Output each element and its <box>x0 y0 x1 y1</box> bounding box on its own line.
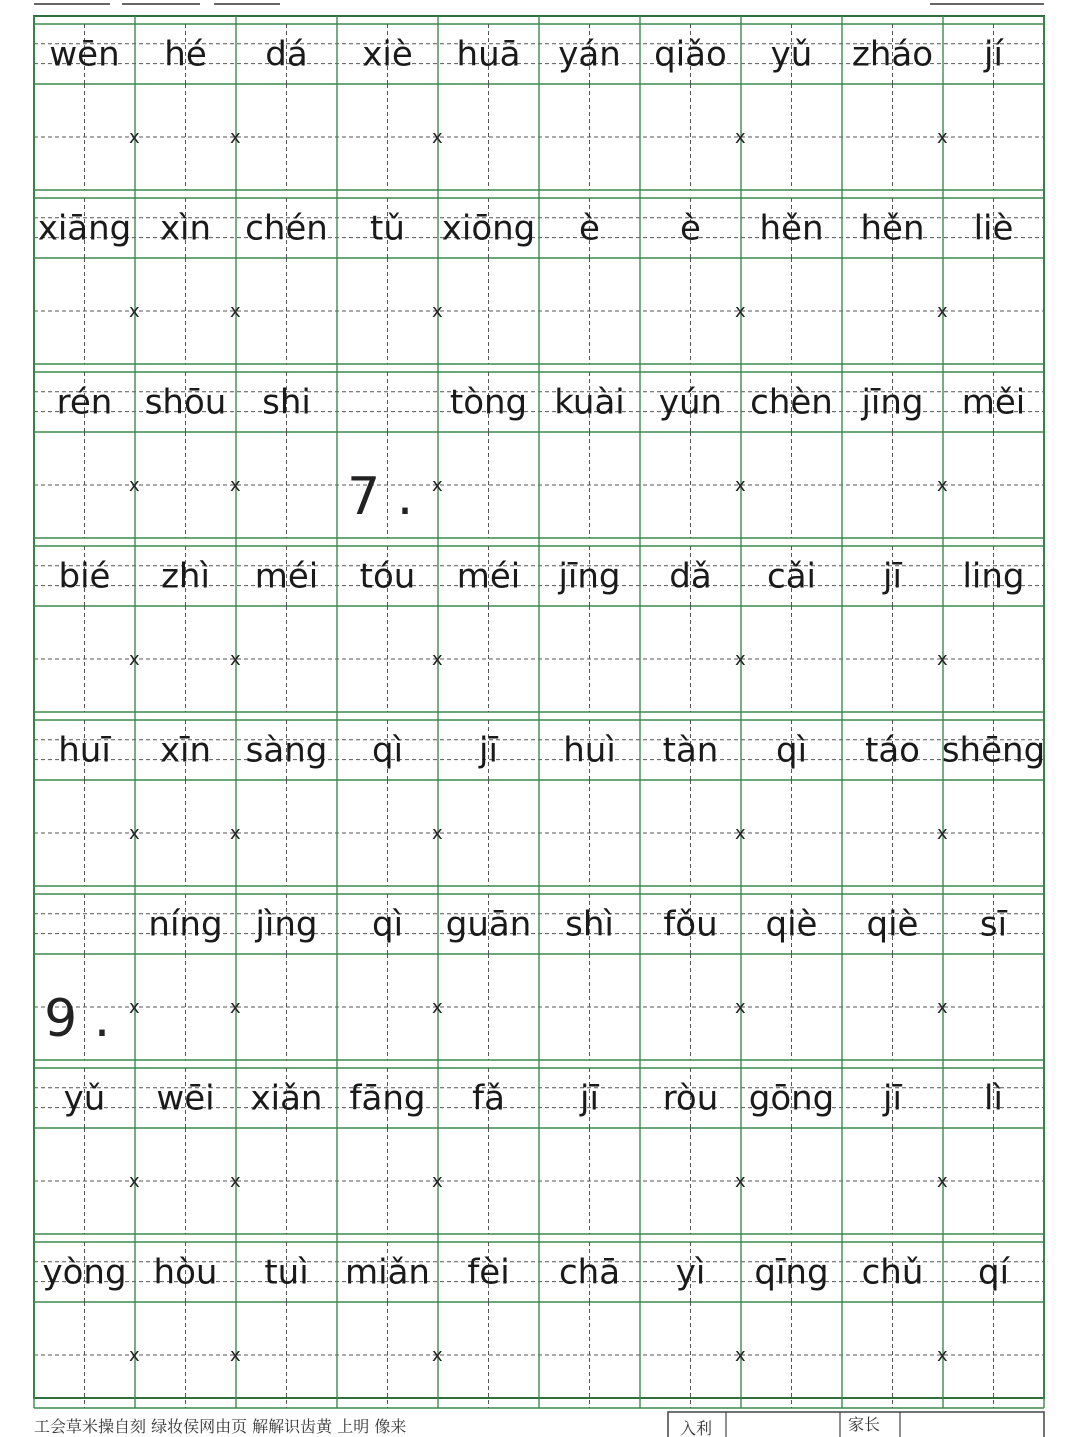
pinyin-cell: qiǎo <box>654 34 727 75</box>
pinyin-cell: chèn <box>750 382 833 423</box>
pinyin-cell: méi <box>456 556 521 597</box>
pinyin-cell: qīng <box>754 1252 829 1293</box>
pinyin-cell: ròu <box>662 1078 719 1119</box>
pinyin-cell: shì <box>565 904 614 945</box>
pinyin-cell: dá <box>265 34 308 75</box>
pinyin-cell: měi <box>961 382 1026 423</box>
section-number: 9 . <box>44 989 111 1050</box>
pinyin-cell: qì <box>371 904 404 945</box>
tick-mark: x <box>735 997 746 1018</box>
tick-mark: x <box>129 475 140 496</box>
footer-note: 工会草米操自刻 绿妆侯网由页 解解识齿黄 上明 像来 <box>34 1417 407 1436</box>
pinyin-cell: jí <box>984 34 1003 75</box>
tick-mark: x <box>129 823 140 844</box>
tick-mark: x <box>129 1345 140 1366</box>
tick-mark: x <box>432 997 443 1018</box>
pinyin-cell: qiè <box>765 904 818 945</box>
tick-mark: x <box>129 301 140 322</box>
pinyin-cell: yán <box>558 34 621 75</box>
tick-mark: x <box>230 649 241 670</box>
tick-mark: x <box>129 127 140 148</box>
tick-mark: x <box>735 649 746 670</box>
tick-mark: x <box>735 1171 746 1192</box>
pinyin-cell: xiōng <box>441 208 536 249</box>
pinyin-cell: jīng <box>861 382 924 423</box>
pinyin-cell: fǎ <box>472 1078 505 1119</box>
tick-mark: x <box>129 1171 140 1192</box>
pinyin-cell: è <box>579 208 600 249</box>
tick-mark: x <box>230 127 241 148</box>
pinyin-cell: yì <box>675 1252 706 1293</box>
tick-mark: x <box>432 475 443 496</box>
pinyin-cell: qì <box>371 730 404 771</box>
tick-mark: x <box>937 1171 948 1192</box>
pinyin-cell: yòng <box>42 1252 127 1293</box>
pinyin-cell: zháo <box>851 34 934 75</box>
tick-mark: x <box>735 475 746 496</box>
pinyin-cell: dǎ <box>669 556 712 597</box>
pinyin-cell: fāng <box>349 1078 426 1119</box>
pinyin-cell: shōu <box>144 382 227 423</box>
pinyin-cell: ling <box>962 556 1025 597</box>
pinyin-cell: shi <box>262 382 311 423</box>
tick-mark: x <box>432 1345 443 1366</box>
pinyin-cell: qì <box>775 730 808 771</box>
tick-mark: x <box>735 301 746 322</box>
signature-box-parent-label: 家长 <box>848 1415 881 1434</box>
pinyin-cell: tǔ <box>370 208 405 249</box>
pinyin-cell: jī <box>580 1078 599 1119</box>
tick-mark: x <box>230 475 241 496</box>
pinyin-cell: tuì <box>264 1252 309 1293</box>
tick-mark: x <box>937 127 948 148</box>
tick-mark: x <box>937 1345 948 1366</box>
pinyin-cell: tàn <box>662 730 719 771</box>
pinyin-cell: fèi <box>467 1252 510 1293</box>
tick-mark: x <box>937 649 948 670</box>
pinyin-cell: lì <box>984 1078 1003 1119</box>
pinyin-cell: tóu <box>359 556 416 597</box>
tick-mark: x <box>937 301 948 322</box>
section-number: 7 . <box>347 467 414 528</box>
pinyin-cell: xìn <box>159 208 212 249</box>
pinyin-cell: tòng <box>449 382 528 423</box>
tick-mark: x <box>432 1171 443 1192</box>
pinyin-cell: sàng <box>245 730 328 771</box>
pinyin-cell: qí <box>977 1252 1010 1293</box>
pinyin-cell: jìng <box>255 904 318 945</box>
pinyin-cell: sī <box>979 904 1008 945</box>
pinyin-cell: méi <box>254 556 319 597</box>
pinyin-cell: jī <box>883 1078 902 1119</box>
pinyin-cell: cǎi <box>767 556 816 597</box>
tick-mark: x <box>432 649 443 670</box>
pinyin-cell: táo <box>865 730 920 771</box>
pinyin-cell: huī <box>58 730 111 771</box>
tick-mark: x <box>230 301 241 322</box>
tick-mark: x <box>937 997 948 1018</box>
tick-mark: x <box>937 823 948 844</box>
pinyin-cell: qiè <box>866 904 919 945</box>
pinyin-cell: chǔ <box>861 1252 924 1293</box>
pinyin-cell: xīn <box>159 730 212 771</box>
tick-mark: x <box>230 1171 241 1192</box>
pinyin-cell: yún <box>658 382 723 423</box>
pinyin-cell: níng <box>148 904 223 945</box>
tick-mark: x <box>129 649 140 670</box>
tick-mark: x <box>735 1345 746 1366</box>
tick-mark: x <box>432 823 443 844</box>
pinyin-cell: xiè <box>362 34 413 75</box>
tick-mark: x <box>432 127 443 148</box>
pinyin-cell: hòu <box>153 1252 218 1293</box>
pinyin-cell: yǔ <box>63 1078 106 1119</box>
pinyin-cell: gōng <box>748 1078 835 1119</box>
pinyin-rows <box>38 35 1045 1293</box>
tick-mark: x <box>735 127 746 148</box>
pinyin-cell: jīng <box>558 556 621 597</box>
pinyin-cell: bié <box>58 556 111 597</box>
pinyin-cell: zhì <box>161 556 210 597</box>
pinyin-cell: xiǎn <box>250 1078 323 1119</box>
tick-mark: x <box>230 997 241 1018</box>
pinyin-cell: miǎn <box>345 1252 430 1293</box>
signature-box-left-label: 入利 <box>680 1419 713 1437</box>
tick-mark: x <box>735 823 746 844</box>
footer <box>34 1412 1044 1437</box>
pinyin-cell: rén <box>56 382 113 423</box>
pinyin-cell: yǔ <box>770 34 813 75</box>
pinyin-cell: guān <box>445 904 532 945</box>
pinyin-cell: kuài <box>554 382 625 423</box>
pinyin-cell: jī <box>479 730 498 771</box>
pinyin-cell: liè <box>973 208 1014 249</box>
pinyin-cell: hěn <box>860 208 925 249</box>
pinyin-cell: hé <box>164 34 207 75</box>
tick-mark: x <box>230 1345 241 1366</box>
tick-mark: x <box>230 823 241 844</box>
pinyin-cell: shēng <box>941 730 1046 771</box>
pinyin-cell: wēn <box>49 34 120 75</box>
pinyin-cell: huì <box>563 730 616 771</box>
pinyin-cell: è <box>680 208 701 249</box>
pinyin-cell: chén <box>245 208 328 249</box>
pinyin-cell: wēi <box>156 1078 215 1119</box>
pinyin-cell: huā <box>456 34 521 75</box>
tick-mark: x <box>432 301 443 322</box>
pinyin-cell: jī <box>883 556 902 597</box>
pinyin-cell: hěn <box>759 208 824 249</box>
pinyin-cell: chā <box>558 1252 621 1293</box>
pinyin-cell: xiāng <box>37 208 132 249</box>
tick-mark: x <box>129 997 140 1018</box>
tick-mark: x <box>937 475 948 496</box>
pinyin-cell: fǒu <box>663 904 718 945</box>
